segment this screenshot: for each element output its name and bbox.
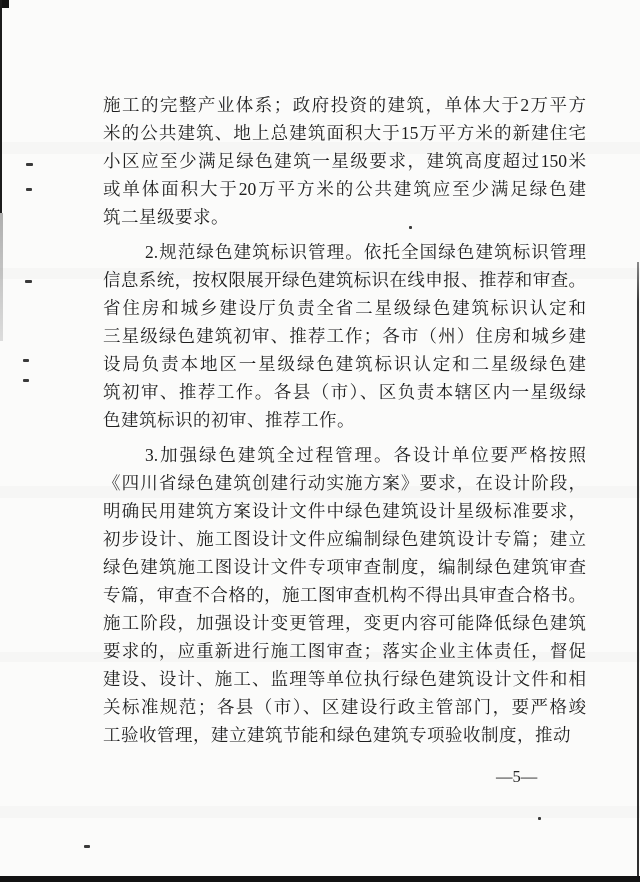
text-line: 工验收管理，建立建筑节能和绿色建筑专项验收制度，推动 xyxy=(103,725,571,745)
scan-artifact-left-edge-line xyxy=(0,0,2,213)
text-line: 色建筑标识的初审、推荐工作。 xyxy=(103,410,355,430)
text-line: 关标准规范；各县（市）、区建设行政主管部门，要严格竣 xyxy=(103,697,586,717)
page-number: —5— xyxy=(496,767,538,786)
text-line: 三星级绿色建筑初审、推荐工作；各市（州）住房和城乡建 xyxy=(103,326,586,346)
paragraph xyxy=(103,441,586,749)
text-line: 信息系统，按权限展开绿色建筑标识在线申报、推荐和审查。 xyxy=(103,270,586,290)
scan-artifact-bottom-edge-strip xyxy=(0,876,640,882)
paragraph xyxy=(103,91,586,231)
text-line: 3.加强绿色建筑全过程管理。各设计单位要严格按照 xyxy=(145,445,586,465)
text-line: 明确民用建筑方案设计文件中绿色建筑设计星级标准要求， xyxy=(103,501,586,521)
scan-speck xyxy=(23,379,29,382)
text-line: 《四川省绿色建筑创建行动实施方案》要求，在设计阶段， xyxy=(103,473,586,493)
scan-speck xyxy=(84,845,90,848)
scan-artifact-right-edge-line xyxy=(637,262,639,882)
text-line: 2.规范绿色建筑标识管理。依托全国绿色建筑标识管理 xyxy=(145,242,586,262)
text-line: 施工的完整产业体系；政府投资的建筑，单体大于2万平方 xyxy=(103,95,586,115)
document-text xyxy=(103,91,586,756)
scan-speck xyxy=(25,280,32,283)
text-line: 或单体面积大于20万平方米的公共建筑应至少满足绿色建 xyxy=(103,179,586,199)
text-line: 施工阶段，加强设计变更管理，变更内容可能降低绿色建筑 xyxy=(103,613,586,633)
text-line: 米的公共建筑、地上总建筑面积大于15万平方米的新建住宅 xyxy=(103,123,586,143)
text-line: 小区应至少满足绿色建筑一星级要求，建筑高度超过150米 xyxy=(103,151,586,171)
scan-speck xyxy=(538,817,541,820)
paragraph xyxy=(103,238,586,434)
text-line: 专篇，审查不合格的，施工图审查机构不得出具审查合格书。 xyxy=(103,585,586,605)
text-line: 建设、设计、施工、监理等单位执行绿色建筑设计文件和相 xyxy=(103,669,586,689)
scan-speck xyxy=(26,163,33,166)
text-line: 设局负责本地区一星级绿色建筑标识认定和二星级绿色建 xyxy=(103,354,586,374)
text-line: 绿色建筑施工图设计文件专项审查制度，编制绿色建筑审查 xyxy=(103,557,586,577)
scan-artifact-top-left-corner xyxy=(0,0,9,8)
scan-speck xyxy=(26,188,32,191)
text-line: 省住房和城乡建设厅负责全省二星级绿色建筑标识认定和 xyxy=(103,298,586,318)
text-line: 要求的，应重新进行施工图审查；落实企业主体责任，督促 xyxy=(103,641,586,661)
text-line: 筑二星级要求。 xyxy=(103,207,229,227)
text-line: 初步设计、施工图设计文件应编制绿色建筑设计专篇；建立 xyxy=(103,529,586,549)
scan-artifact-left-edge-smudge xyxy=(0,213,3,341)
scan-speck xyxy=(23,359,29,362)
text-line: 筑初审、推荐工作。各县（市）、区负责本辖区内一星级绿 xyxy=(103,382,586,402)
scan-noise-band xyxy=(0,806,640,818)
